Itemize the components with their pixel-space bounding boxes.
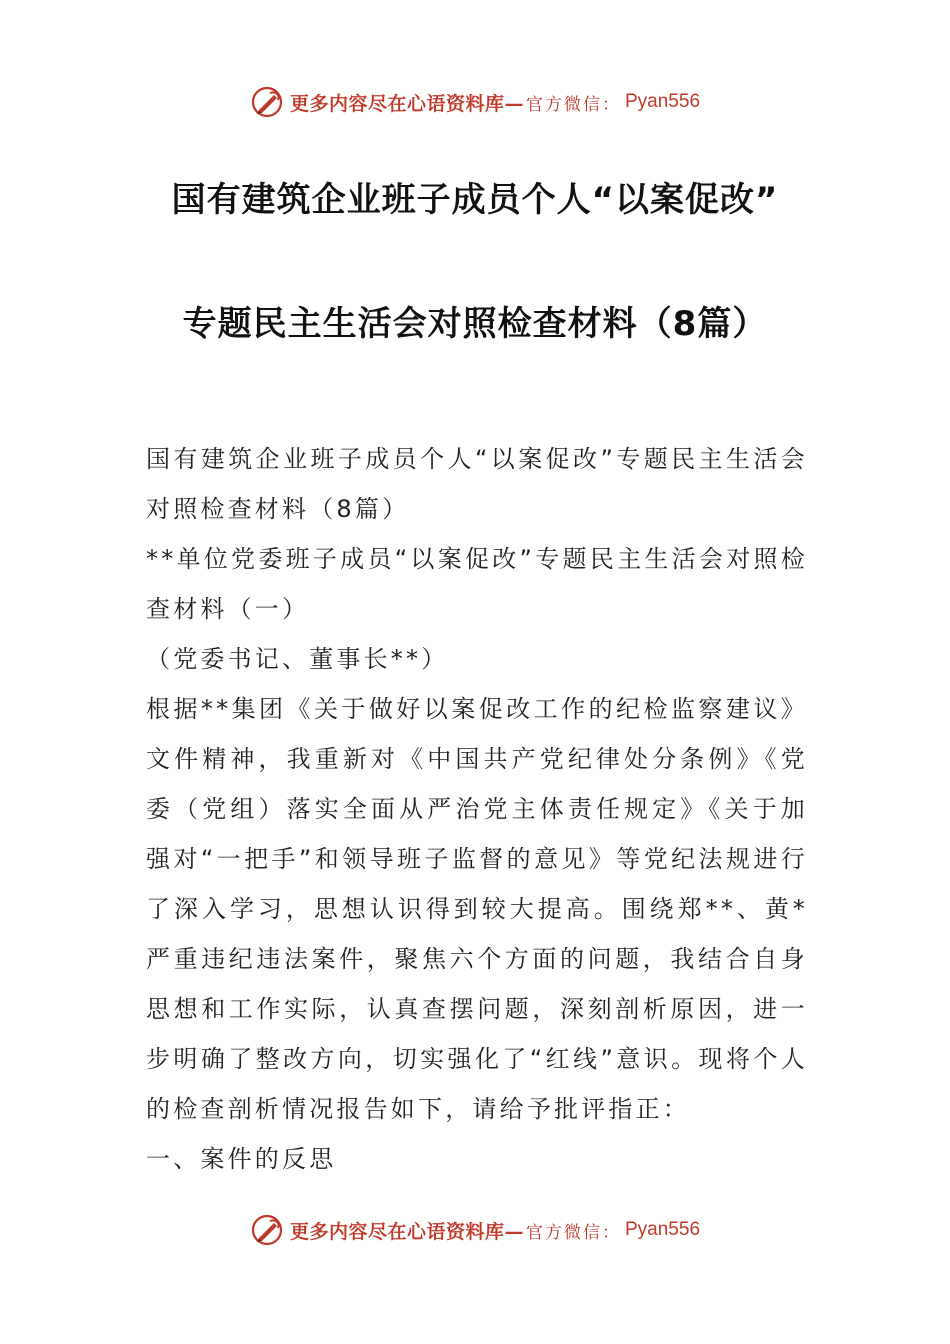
banner-wechat-label: 官方微信： <box>526 94 621 115</box>
footer-watermark-banner <box>0 1210 950 1250</box>
banner-handle: Pyan556 <box>625 1219 701 1240</box>
document-title-line-1: 国有建筑企业班子成员个人“以案促改” <box>171 180 779 220</box>
banner-handle: Pyan556 <box>625 91 701 112</box>
document-body <box>146 434 808 1184</box>
paragraph-heading-repeat: 国有建筑企业班子成员个人“以案促改”专题民主生活会对照检查材料（8篇） <box>146 445 808 523</box>
banner-main-text: 更多内容尽在心语资料库— <box>289 1220 524 1243</box>
document-title-line-2: 专题民主生活会对照检查材料（8篇） <box>182 304 768 344</box>
paragraph-section-heading: 一、案件的反思 <box>146 1145 337 1173</box>
paragraph-author: （党委书记、董事长**） <box>146 645 449 673</box>
header-watermark-banner <box>0 82 950 122</box>
paragraph-section-title: **单位党委班子成员“以案促改”专题民主生活会对照检查材料（一） <box>146 545 808 623</box>
banner-wechat-label: 官方微信： <box>526 1222 621 1243</box>
banner-main-text: 更多内容尽在心语资料库— <box>289 92 524 115</box>
pen-logo-icon <box>250 85 284 119</box>
pen-logo-icon <box>250 1213 284 1247</box>
paragraph-intro: 根据**集团《关于做好以案促改工作的纪检监察建议》文件精神，我重新对《中国共产党纪律处分条例》《党委（党组）落实全面从严治党主体责任规定》《关于加强对“一把手”和领导班子监督的意见》等党纪法规进行了深入学习，思想认识得到较大提高。围绕郑**、黄*严重违纪违法案件，聚焦六个方面的问题，我结合自身思想和工作实际，认真查摆问题，深刻剖析原因，进一步明确了整改方向，切实强化了“红线”意识。现将个人的检查剖析情况报告如下，请给予批评指正： <box>146 695 808 1123</box>
